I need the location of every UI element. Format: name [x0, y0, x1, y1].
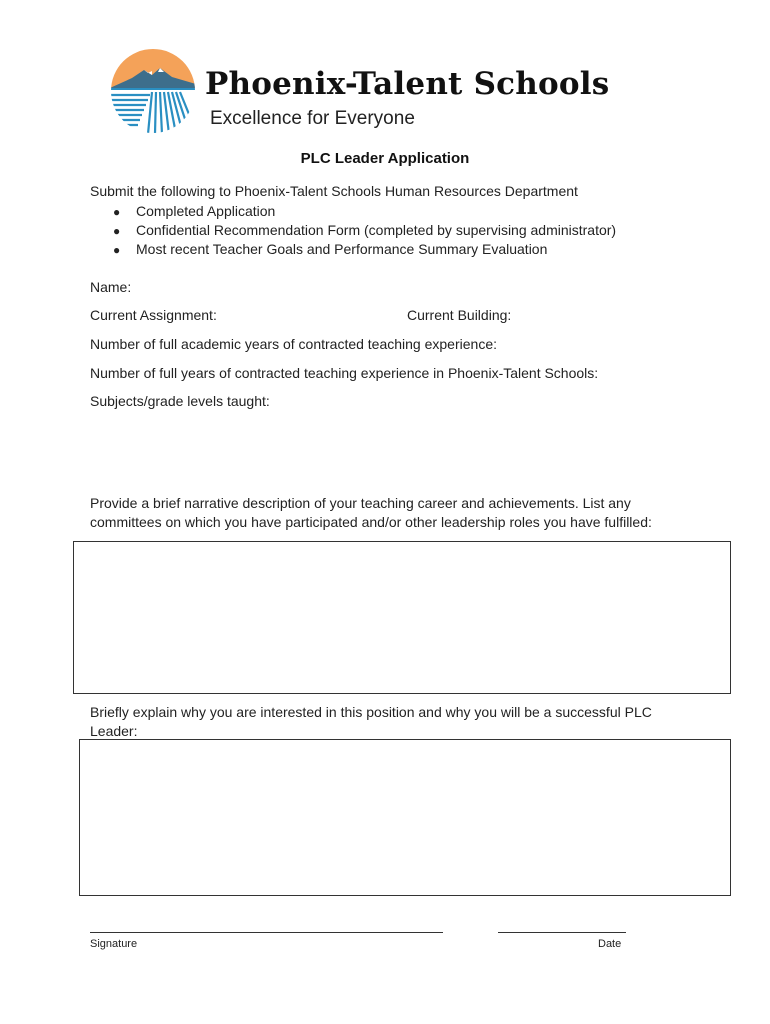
name-field-label: Name:	[90, 279, 132, 295]
bullet-icon: ●	[113, 224, 121, 238]
current-building-label: Current Building:	[407, 307, 512, 323]
signature-line[interactable]	[90, 932, 443, 933]
date-label: Date	[598, 938, 622, 950]
subjects-taught-label: Subjects/grade levels taught:	[90, 393, 270, 409]
interest-prompt-line: Briefly explain why you are interested in this position and why you will be a successful PLC	[90, 704, 652, 720]
list-item	[113, 240, 616, 259]
years-pts-experience-label: Number of full years of contracted teaching experience in Phoenix-Talent Schools:	[90, 365, 599, 381]
list-item	[113, 221, 616, 240]
school-tagline: Excellence for Everyone	[210, 108, 415, 129]
interest-prompt	[90, 703, 652, 741]
requirement-label: Confidential Recommendation Form (completed by supervising administrator)	[136, 222, 617, 238]
school-logo-icon	[110, 48, 196, 134]
page-title: PLC Leader Application	[300, 150, 470, 167]
narrative-prompt-line: committees on which you have participated and/or other leadership roles you have fulfilled:	[90, 514, 652, 530]
current-assignment-label: Current Assignment:	[90, 307, 217, 323]
interest-textbox[interactable]	[79, 739, 731, 896]
signature-label: Signature	[90, 938, 138, 950]
school-name: Phoenix-Talent Schools	[205, 66, 610, 102]
years-experience-label: Number of full academic years of contracted teaching experience:	[90, 336, 497, 352]
submission-instructions: Submit the following to Phoenix-Talent Schools Human Resources Department	[90, 183, 578, 199]
interest-prompt-line: Leader:	[90, 723, 138, 739]
narrative-prompt	[90, 494, 652, 532]
list-item	[113, 202, 616, 221]
requirements-list	[113, 202, 616, 259]
bullet-icon: ●	[113, 205, 121, 219]
requirement-label: Most recent Teacher Goals and Performance Summary Evaluation	[136, 241, 548, 257]
date-line[interactable]	[498, 932, 626, 933]
bullet-icon: ●	[113, 243, 121, 257]
narrative-textbox[interactable]	[73, 541, 731, 694]
requirement-label: Completed Application	[136, 203, 276, 219]
narrative-prompt-line: Provide a brief narrative description of your teaching career and achievements. List any	[90, 495, 631, 511]
